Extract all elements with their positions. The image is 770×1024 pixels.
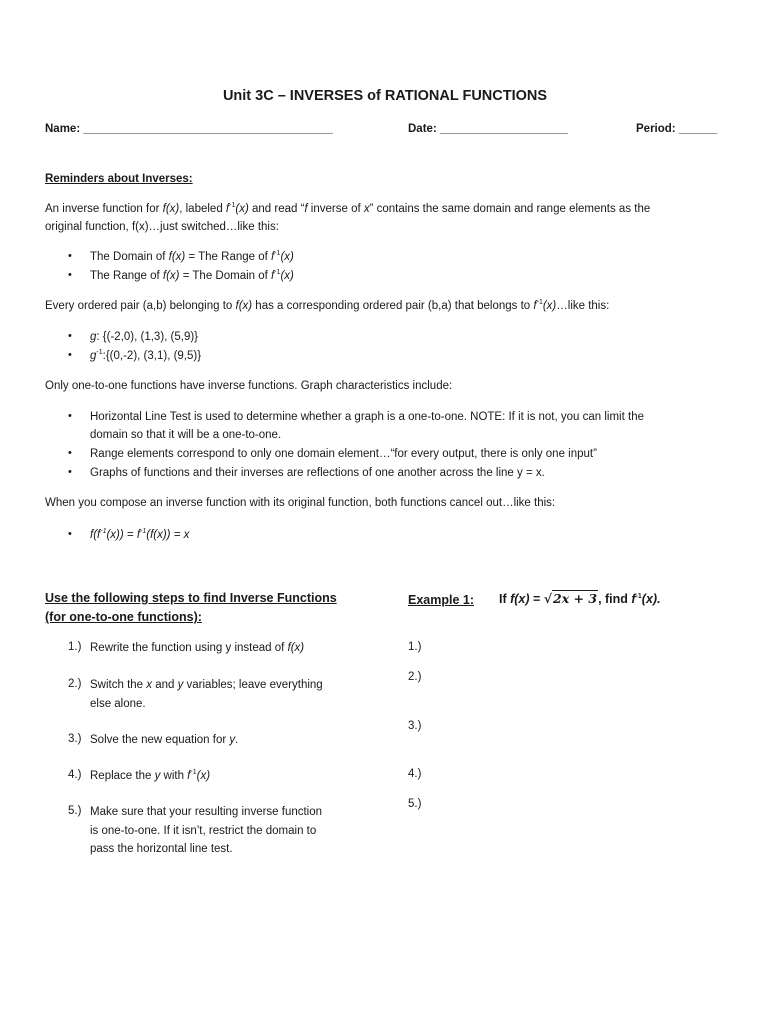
step-number: 4.) bbox=[68, 769, 82, 781]
step-2-text: Switch the x and y variables; leave everything else alone. bbox=[90, 679, 323, 710]
example-step-number: 1.) bbox=[408, 641, 422, 653]
step-4-text: Replace the y with $f^{-1}(x)$ bbox=[90, 769, 211, 782]
step-number: 1.) bbox=[68, 641, 82, 653]
bullet-icon: • bbox=[68, 250, 72, 262]
one-to-one-text: Only one-to-one functions have inverse functions. Graph characteristics include: bbox=[45, 380, 453, 392]
bullet-icon: • bbox=[68, 269, 72, 281]
step-3-text: Solve the new equation for y. bbox=[90, 734, 239, 746]
intro-line-1: An inverse function for f(x), labeled $f^{-1}(x)$ and read “f inverse of x” contains the same domain and range elements as the bbox=[45, 202, 651, 215]
example-step-number: 2.) bbox=[408, 671, 422, 683]
intro-line-2: original function, f(x)…just switched…like this: bbox=[45, 221, 279, 233]
example-step-number: 5.) bbox=[408, 798, 422, 810]
step-1-text: Rewrite the function using y instead of f(x) bbox=[90, 642, 305, 654]
step-number: 2.) bbox=[68, 678, 82, 690]
horizontal-line-test-line-1: Horizontal Line Test is used to determine whether a graph is a one-to-one. NOTE: If it is not, you can limit the bbox=[90, 411, 644, 423]
domain-bullet: The Domain of f(x) = The Range of $f^{-1}(x)$ bbox=[90, 250, 294, 263]
ordered-pair-text: Every ordered pair (a,b) belonging to f(x) has a corresponding ordered pair (b,a) that belongs to $f^{-1}(x)\dots like$ this: bbox=[45, 299, 610, 312]
bullet-icon: • bbox=[68, 330, 72, 342]
steps-heading-line-2: (for one-to-one functions): bbox=[45, 610, 202, 624]
reminders-heading: Reminders about Inverses: bbox=[45, 173, 193, 185]
bullet-icon: • bbox=[68, 466, 72, 478]
bullet-icon: • bbox=[68, 349, 72, 361]
g-set: g: {(-2,0), (1,3), (5,9)} bbox=[90, 331, 199, 343]
step-number: 5.) bbox=[68, 805, 82, 817]
bullet-icon: • bbox=[68, 410, 72, 422]
horizontal-line-test-line-2: domain so that it will be a one-to-one. bbox=[90, 429, 282, 441]
example-label: Example 1: bbox=[408, 593, 475, 607]
period-field: Period: ______ bbox=[636, 123, 718, 135]
date-field: Date: ____________________ bbox=[408, 123, 568, 135]
g-inverse-set: $g^{-1}:\{(0,-2)$, (3,1), (9,5)} bbox=[90, 349, 202, 362]
page-title: Unit 3C – INVERSES of RATIONAL FUNCTIONS bbox=[222, 88, 548, 104]
bullet-icon: • bbox=[68, 528, 72, 540]
composition-identity: $f(f^{-1}(x)) = f^{-1}(f(x)) = x$ bbox=[90, 528, 190, 541]
bullet-icon: • bbox=[68, 447, 72, 459]
reflection-text: Graphs of functions and their inverses are reflections of one another across the line y = x. bbox=[90, 467, 545, 479]
square-root: √2x + 3 bbox=[543, 591, 598, 606]
example-problem: If f(x) = √2x + 3, find $f^{-1}(x)$. bbox=[499, 591, 661, 606]
step-5-text: Make sure that your resulting inverse function is one-to-one. If it isn’t, restrict the domain to pass the horizontal line test. bbox=[90, 806, 323, 855]
example-step-number: 4.) bbox=[408, 768, 422, 780]
name-field: Name: _______________________________________ bbox=[45, 123, 333, 135]
compose-text: When you compose an inverse function with its original function, both functions cancel out…like this: bbox=[45, 497, 556, 509]
step-number: 3.) bbox=[68, 733, 82, 745]
steps-heading-line-1: Use the following steps to find Inverse Functions bbox=[45, 591, 337, 605]
range-elements-text: Range elements correspond to only one domain element…“for every output, there is only one input” bbox=[90, 448, 597, 460]
example-step-number: 3.) bbox=[408, 720, 422, 732]
range-bullet: The Range of f(x) = The Domain of $f^{-1}(x)$ bbox=[90, 269, 294, 282]
